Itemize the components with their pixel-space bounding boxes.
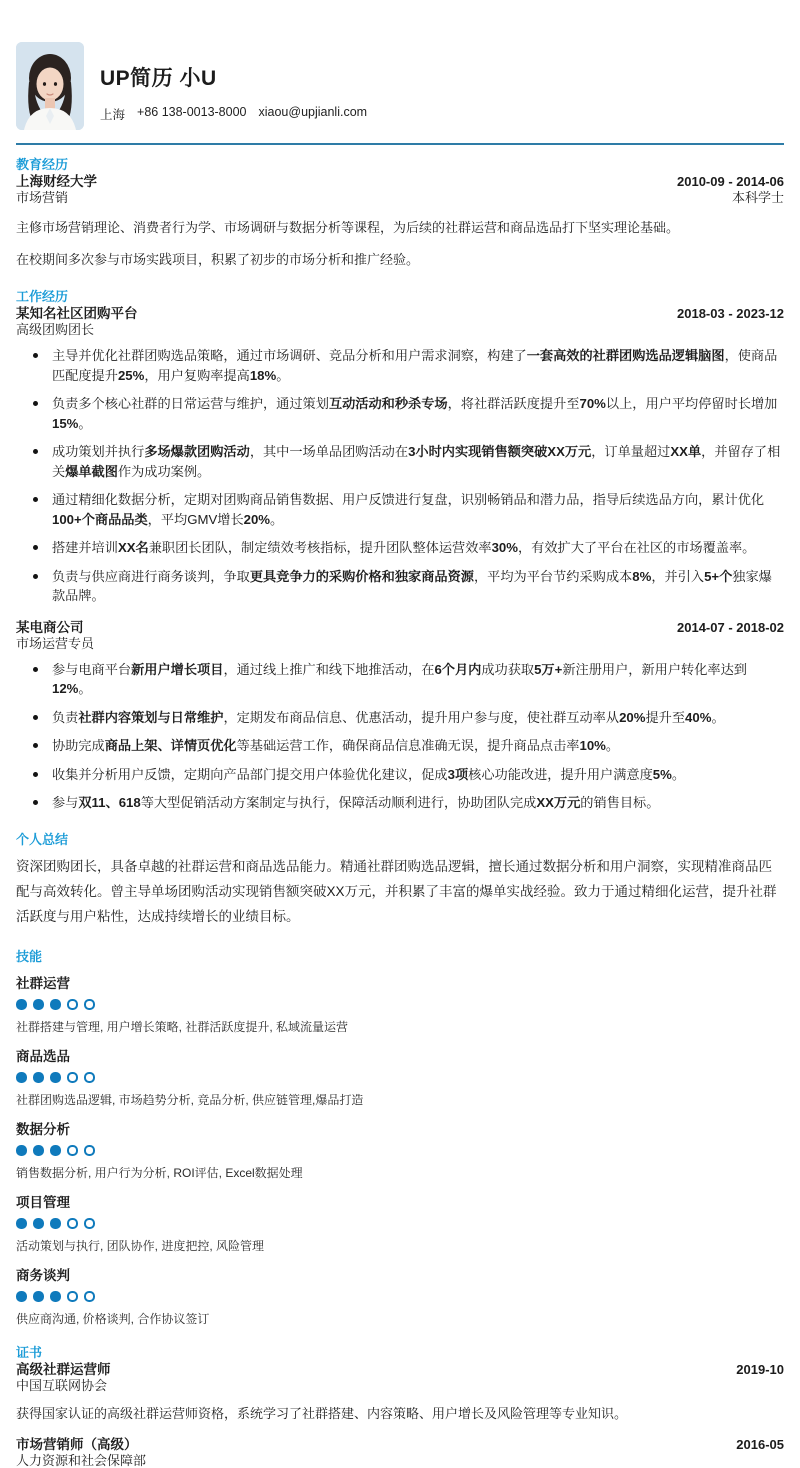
level-dot-filled [50,1291,61,1302]
level-dot-empty [67,999,78,1010]
level-dot-empty [67,1218,78,1229]
section-certificates [16,1345,784,1468]
skill-level-dots [16,1291,784,1302]
certificate-entries [16,1362,784,1468]
achievement-list [16,660,784,813]
level-dot-filled [33,1218,44,1229]
achievement-list [16,346,784,606]
certificate-date: 2016-05 [736,1436,784,1452]
contact-info [100,105,367,123]
level-dot-filled [33,1072,44,1083]
skill-name: 社群运营 [16,975,70,991]
section-skills [16,949,784,1327]
achievement-bullet: 协助完成商品上架、详情页优化等基础运营工作，确保商品信息准确无误，提升商品点击率10%。 [16,736,784,756]
header-divider [16,143,784,145]
level-dot-empty [84,999,95,1010]
achievement-bullet: 通过精细化数据分析，定期对团购商品销售数据、用户反馈进行复盘，识别畅销品和潜力品，指导后续选品方向，累计优化100+个商品品类，平均GMV增长20%。 [16,490,784,529]
level-dot-filled [16,1072,27,1083]
summary-text: 资深团购团长，具备卓越的社群运营和商品选品能力。精通社群团购选品逻辑，擅长通过数据分析和用户洞察，实现精准商品匹配与高效转化。曾主导单场团购活动实现销售额突破XX万元，并积累了丰富的爆单实战经验。致力于通过精细化运营，提升社群活跃度与用户粘性，达成持续增长的业绩目标。 [16,858,777,924]
summary-section-title: 个人总结 [16,831,69,847]
profile-photo [16,42,84,130]
work-entry [16,620,784,813]
work-date-range: 2018-03 - 2023-12 [677,306,784,321]
contact-city: 上海 [100,108,126,122]
education-date-range: 2010-09 - 2014-06 [677,174,784,189]
section-education [16,157,784,270]
level-dot-empty [84,1145,95,1156]
level-dot-filled [16,1218,27,1229]
education-section-title: 教育经历 [16,157,69,172]
level-dot-filled [50,999,61,1010]
work-entry [16,306,784,606]
school-name: 上海财经大学 [16,174,97,189]
skill-name: 商务谈判 [16,1267,70,1283]
job-title: 市场运营专员 [16,635,95,651]
level-dot-empty [67,1072,78,1083]
level-dot-empty [67,1291,78,1302]
education-entries [16,174,784,270]
education-detail: 在校期间多次参与市场实践项目，积累了初步的市场分析和推广经验。 [16,252,420,267]
skill-name: 数据分析 [16,1121,70,1137]
skill-item [16,1195,784,1254]
skill-description: 社群搭建与管理, 用户增长策略, 社群活跃度提升, 私域流量运营 [16,1019,349,1034]
skill-name: 项目管理 [16,1194,70,1210]
education-entry [16,174,784,270]
level-dot-filled [50,1145,61,1156]
certificate-entry [16,1437,784,1468]
skill-description: 供应商沟通, 价格谈判, 合作协议签订 [16,1311,210,1326]
level-dot-filled [50,1072,61,1083]
work-section-title: 工作经历 [16,289,69,304]
candidate-name: UP简历 小U [100,67,217,90]
certificate-entry [16,1362,784,1423]
skills-section-title: 技能 [16,948,43,964]
achievement-bullet: 负责多个核心社群的日常运营与维护，通过策划互动活动和秒杀专场，将社群活跃度提升至70%以上，用户平均停留时长增加15%。 [16,394,784,433]
contact-phone: +86 138-0013-8000 [137,105,247,119]
skill-list [16,976,784,1327]
achievement-bullet: 搭建并培训XX名兼职团长团队，制定绩效考核指标，提升团队整体运营效率30%，有效扩大了平台在社区的市场覆盖率。 [16,538,784,558]
skill-item [16,976,784,1035]
section-work [16,289,784,813]
certificate-date: 2019-10 [736,1361,784,1377]
achievement-bullet: 参与双11、618等大型促销活动方案制定与执行，保障活动顺利进行，协助团队完成XX万元的销售目标。 [16,793,784,813]
skill-level-dots [16,999,784,1010]
degree-name: 本科学士 [731,190,784,205]
header [16,0,784,130]
skill-name: 商品选品 [16,1048,70,1064]
certificate-name: 高级社群运营师 [16,1361,111,1377]
certificate-name: 市场营销师（高级） [16,1436,138,1452]
contact-email: xiaou@upjianli.com [258,105,368,119]
achievement-bullet: 参与电商平台新用户增长项目，通过线上推广和线下地推活动，在6个月内成功获取5万+新注册用户，新用户转化率达到12%。 [16,660,784,699]
level-dot-filled [16,1291,27,1302]
skill-description: 销售数据分析, 用户行为分析, ROI评估, Excel数据处理 [16,1165,303,1180]
identity-block [100,42,367,130]
section-summary [16,832,784,929]
level-dot-filled [33,1291,44,1302]
achievement-bullet: 负责社群内容策划与日常维护，定期发布商品信息、优惠活动，提升用户参与度，使社群互动率从20%提升至40%。 [16,708,784,728]
level-dot-empty [84,1291,95,1302]
major-name: 市场营销 [16,190,69,205]
achievement-bullet: 收集并分析用户反馈，定期向产品部门提交用户体验优化建议，促成3项核心功能改进，提升用户满意度5%。 [16,765,784,785]
company-name: 某电商公司 [16,619,84,635]
level-dot-filled [16,1145,27,1156]
work-date-range: 2014-07 - 2018-02 [677,619,784,635]
achievement-bullet: 主导并优化社群团购选品策略，通过市场调研、竞品分析和用户需求洞察，构建了一套高效的社群团购选品逻辑脑图，使商品匹配度提升25%，用户复购率提高18%。 [16,346,784,385]
skill-description: 活动策划与执行, 团队协作, 进度把控, 风险管理 [16,1238,265,1253]
achievement-bullet: 负责与供应商进行商务谈判，争取更具竞争力的采购价格和独家商品资源，平均为平台节约采购成本8%，并引入5+个独家爆款品牌。 [16,567,784,606]
certificate-issuer: 人力资源和社会保障部 [16,1452,147,1468]
certificate-description: 获得国家认证的高级社群运营师资格，系统学习了社群搭建、内容策略、用户增长及风险管理等专业知识。 [16,1405,628,1421]
level-dot-filled [33,999,44,1010]
level-dot-empty [84,1072,95,1083]
education-detail: 主修市场营销理论、消费者行为学、市场调研与数据分析等课程，为后续的社群运营和商品选品打下坚实理论基础。 [16,220,680,235]
certificate-issuer: 中国互联网协会 [16,1377,108,1393]
level-dot-filled [16,999,27,1010]
skill-level-dots [16,1218,784,1229]
certificates-section-title: 证书 [16,1344,43,1360]
level-dot-filled [33,1145,44,1156]
skill-item [16,1268,784,1327]
job-title: 高级团购团长 [16,322,95,337]
level-dot-filled [50,1218,61,1229]
company-name: 某知名社区团购平台 [16,306,138,321]
skill-item [16,1049,784,1108]
portrait-illustration [16,42,84,130]
skill-level-dots [16,1072,784,1083]
level-dot-empty [67,1145,78,1156]
skill-description: 社群团购选品逻辑, 市场趋势分析, 竞品分析, 供应链管理,爆品打造 [16,1092,364,1107]
work-entries [16,306,784,813]
skill-item [16,1122,784,1181]
achievement-bullet: 成功策划并执行多场爆款团购活动，其中一场单品团购活动在3小时内实现销售额突破XX万元，订单量超过XX单，并留存了相关爆单截图作为成功案例。 [16,442,784,481]
skill-level-dots [16,1145,784,1156]
level-dot-empty [84,1218,95,1229]
